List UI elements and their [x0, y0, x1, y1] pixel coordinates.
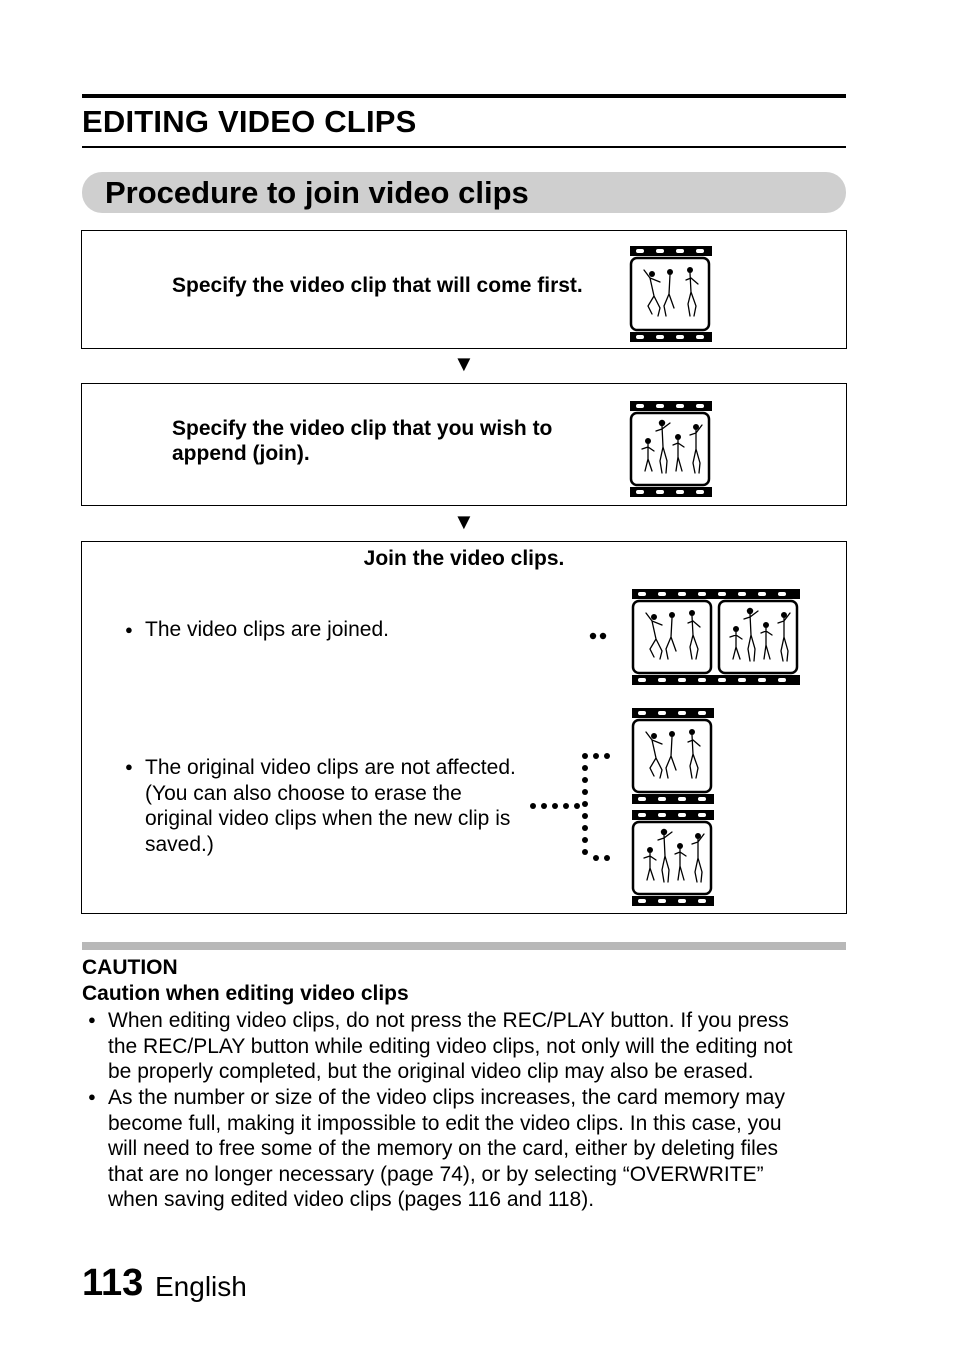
page-number: 113 — [82, 1262, 144, 1304]
film-frame-icon — [632, 708, 714, 804]
film-frame-icon — [630, 246, 712, 342]
title-rule-bottom — [82, 146, 846, 148]
caution-item-1 — [108, 1008, 792, 1085]
film-frame-icon — [632, 810, 714, 906]
caution-item-2-line: will need to free some of the memory on the card, either by deleting files — [108, 1137, 779, 1161]
bullet-original-line4: saved.) — [145, 833, 214, 856]
step-1-text: Specify the video clip that will come first. — [172, 274, 583, 297]
section-title: EDITING VIDEO CLIPS — [82, 104, 417, 139]
arrow-down-icon: ▼ — [453, 509, 475, 534]
caution-divider — [82, 942, 846, 950]
dotted-connector-icon — [588, 630, 612, 644]
caution-item-1-line: be properly completed, but the original video clip may also be erased. — [108, 1060, 754, 1084]
caution-item-2 — [108, 1085, 785, 1213]
bullet-original-line3: original video clips when the new clip is — [145, 807, 511, 830]
bullet-icon: ● — [125, 622, 133, 637]
caution-item-1-line: When editing video clips, do not press the REC/PLAY button. If you press — [108, 1009, 789, 1032]
dotted-connector-icon — [528, 748, 618, 864]
title-rule-top — [82, 94, 846, 98]
film-frame-icon — [630, 401, 712, 497]
caution-item-2-line: when saving edited video clips (pages 116 and 118). — [108, 1188, 595, 1212]
step-2-text-line1: Specify the video clip that you wish to — [172, 417, 553, 440]
bullet-icon: ● — [88, 1089, 96, 1104]
bullet-joined-text: The video clips are joined. — [145, 618, 389, 641]
caution-item-2-line: As the number or size of the video clips increases, the card memory may — [108, 1086, 785, 1109]
arrow-down-icon: ▼ — [453, 351, 475, 376]
caution-item-2-line: that are no longer necessary (page 74), or by selecting “OVERWRITE” — [108, 1162, 764, 1186]
step-2-text-line2: append (join). — [172, 442, 310, 465]
caution-heading: CAUTION — [82, 956, 178, 979]
step-3-title: Join the video clips. — [363, 547, 565, 570]
page-language: English — [155, 1271, 247, 1302]
bullet-original-line1: The original video clips are not affected. — [145, 756, 516, 779]
bullet-original-line2: (You can also choose to erase the — [145, 782, 462, 805]
film-frame-icon — [632, 589, 800, 685]
subsection-title: Procedure to join video clips — [105, 175, 529, 210]
caution-item-1-line: the REC/PLAY button while editing video clips, not only will the editing not — [108, 1034, 793, 1058]
bullet-icon: ● — [88, 1012, 96, 1027]
caution-item-2-line: become full, making it impossible to edit the video clips. In this case, you — [108, 1111, 782, 1135]
caution-subheading: Caution when editing video clips — [82, 982, 409, 1005]
bullet-icon: ● — [125, 759, 133, 774]
